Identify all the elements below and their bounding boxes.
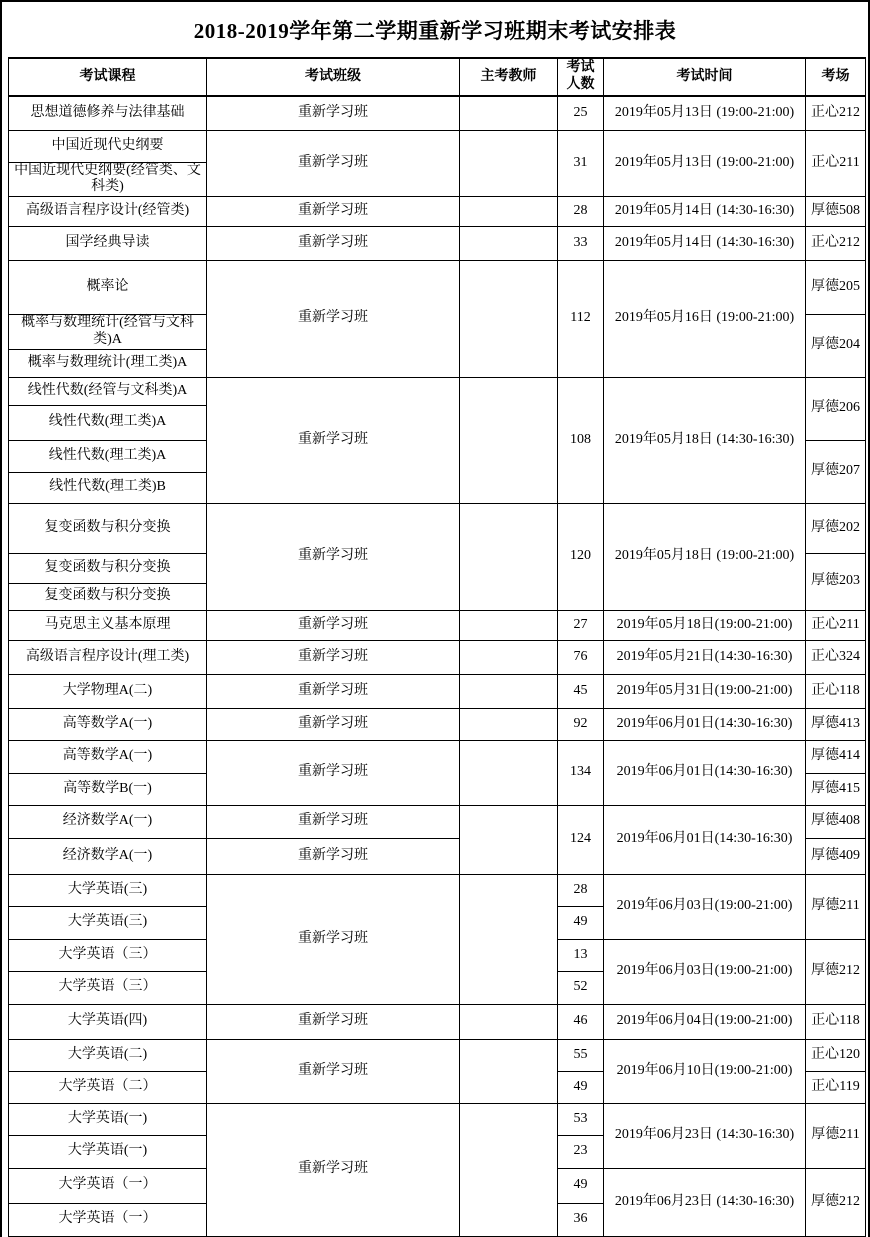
teacher-cell [460,640,558,674]
room-cell: 厚德211 [806,1103,866,1168]
count-cell: 28 [558,874,604,906]
class-cell: 重新学习班 [207,377,460,503]
room-cell: 厚德212 [806,1168,866,1236]
course-cell: 大学英语(三) [9,906,207,939]
table-row [9,740,866,773]
course-cell: 大学英语（三） [9,971,207,1004]
count-cell: 92 [558,708,604,740]
count-cell: 23 [558,1135,604,1168]
room-cell: 正心212 [806,227,866,261]
time-cell: 2019年05月14日 (14:30-16:30) [604,197,806,227]
teacher-cell [460,96,558,130]
count-cell: 52 [558,971,604,1004]
course-cell: 线性代数(理工类)B [9,472,207,503]
room-cell: 正心212 [806,96,866,130]
time-cell: 2019年05月14日 (14:30-16:30) [604,227,806,261]
count-cell: 36 [558,1203,604,1236]
class-cell: 重新学习班 [207,1004,460,1039]
table-row [9,640,866,674]
time-cell: 2019年05月16日 (19:00-21:00) [604,261,806,378]
count-cell: 45 [558,674,604,708]
room-cell: 厚德212 [806,939,866,1004]
room-cell: 厚德408 [806,805,866,838]
class-cell: 重新学习班 [207,130,460,197]
time-cell: 2019年06月04日(19:00-21:00) [604,1004,806,1039]
header-count: 考试人数 [558,58,604,96]
course-cell: 大学英语（一） [9,1168,207,1203]
teacher-cell [460,503,558,610]
header-time: 考试时间 [604,58,806,96]
room-cell: 厚德204 [806,315,866,378]
count-cell: 108 [558,377,604,503]
count-cell: 112 [558,261,604,378]
table-row [9,130,866,162]
class-cell: 重新学习班 [207,227,460,261]
room-cell: 厚德205 [806,261,866,315]
room-cell: 正心118 [806,674,866,708]
time-cell: 2019年06月01日(14:30-16:30) [604,708,806,740]
teacher-cell [460,1004,558,1039]
course-cell: 马克思主义基本原理 [9,610,207,640]
course-cell: 思想道德修养与法律基础 [9,96,207,130]
course-cell: 复变函数与积分变换 [9,503,207,553]
class-cell: 重新学习班 [207,805,460,838]
table-row [9,503,866,553]
course-cell: 大学英语(四) [9,1004,207,1039]
teacher-cell [460,740,558,805]
course-cell: 高等数学B(一) [9,773,207,805]
course-cell: 概率论 [9,261,207,315]
time-cell: 2019年06月03日(19:00-21:00) [604,939,806,1004]
course-cell: 大学物理A(二) [9,674,207,708]
course-cell: 线性代数(理工类)A [9,440,207,472]
time-cell: 2019年06月10日(19:00-21:00) [604,1039,806,1103]
room-cell: 厚德207 [806,440,866,503]
room-cell: 正心120 [806,1039,866,1071]
time-cell: 2019年05月31日(19:00-21:00) [604,674,806,708]
room-cell: 正心119 [806,1071,866,1103]
time-cell: 2019年06月23日 (14:30-16:30) [604,1168,806,1236]
count-cell: 124 [558,805,604,874]
teacher-cell [460,1039,558,1103]
count-cell: 49 [558,1168,604,1203]
room-cell: 厚德415 [806,773,866,805]
teacher-cell [460,674,558,708]
room-cell: 厚德203 [806,553,866,610]
table-row [9,805,866,838]
class-cell: 重新学习班 [207,1039,460,1103]
course-cell: 概率与数理统计(理工类)A [9,349,207,377]
class-cell: 重新学习班 [207,838,460,874]
table-row [9,708,866,740]
count-cell: 49 [558,1071,604,1103]
class-cell: 重新学习班 [207,708,460,740]
table-row [9,197,866,227]
course-cell: 中国近现代史纲要(经管类、文科类) [9,162,207,197]
class-cell: 重新学习班 [207,503,460,610]
header-row [9,58,866,96]
course-cell: 高级语言程序设计(经管类) [9,197,207,227]
table-row [9,1039,866,1071]
schedule-table [8,57,866,1237]
teacher-cell [460,197,558,227]
count-cell: 55 [558,1039,604,1071]
course-cell: 大学英语(一) [9,1103,207,1135]
course-cell: 高等数学A(一) [9,708,207,740]
course-cell: 大学英语（三） [9,939,207,971]
class-cell: 重新学习班 [207,261,460,378]
time-cell: 2019年06月03日(19:00-21:00) [604,874,806,939]
course-cell: 高级语言程序设计(理工类) [9,640,207,674]
table-row [9,377,866,405]
teacher-cell [460,610,558,640]
time-cell: 2019年06月23日 (14:30-16:30) [604,1103,806,1168]
room-cell: 厚德414 [806,740,866,773]
course-cell: 大学英语（一） [9,1203,207,1236]
course-cell: 大学英语(三) [9,874,207,906]
course-cell: 大学英语(二) [9,1039,207,1071]
course-cell: 复变函数与积分变换 [9,553,207,583]
count-cell: 28 [558,197,604,227]
page-title: 2018-2019学年第二学期重新学习班期末考试安排表 [193,18,677,43]
class-cell: 重新学习班 [207,1103,460,1236]
class-cell: 重新学习班 [207,740,460,805]
header-teacher: 主考教师 [460,58,558,96]
time-cell: 2019年05月13日 (19:00-21:00) [604,96,806,130]
count-cell: 49 [558,906,604,939]
count-cell: 33 [558,227,604,261]
count-cell: 25 [558,96,604,130]
teacher-cell [460,130,558,197]
count-cell: 13 [558,939,604,971]
course-cell: 线性代数(理工类)A [9,405,207,440]
room-cell: 厚德409 [806,838,866,874]
course-cell: 线性代数(经管与文科类)A [9,377,207,405]
time-cell: 2019年05月18日 (14:30-16:30) [604,377,806,503]
teacher-cell [460,874,558,1004]
class-cell: 重新学习班 [207,874,460,1004]
table-row [9,96,866,130]
time-cell: 2019年05月13日 (19:00-21:00) [604,130,806,197]
count-cell: 120 [558,503,604,610]
course-cell: 中国近现代史纲要 [9,130,207,162]
count-cell: 46 [558,1004,604,1039]
table-row [9,1103,866,1135]
count-cell: 31 [558,130,604,197]
table-row [9,674,866,708]
time-cell: 2019年05月18日(19:00-21:00) [604,610,806,640]
class-cell: 重新学习班 [207,610,460,640]
table-row [9,227,866,261]
header-course: 考试课程 [9,58,207,96]
room-cell: 厚德202 [806,503,866,553]
room-cell: 厚德508 [806,197,866,227]
teacher-cell [460,708,558,740]
room-cell: 正心324 [806,640,866,674]
class-cell: 重新学习班 [207,674,460,708]
time-cell: 2019年06月01日(14:30-16:30) [604,805,806,874]
course-cell: 高等数学A(一) [9,740,207,773]
course-cell: 经济数学A(一) [9,838,207,874]
teacher-cell [460,805,558,874]
room-cell: 正心118 [806,1004,866,1039]
count-cell: 27 [558,610,604,640]
room-cell: 厚德206 [806,377,866,440]
class-cell: 重新学习班 [207,96,460,130]
teacher-cell [460,377,558,503]
course-cell: 大学英语（二） [9,1071,207,1103]
room-cell: 正心211 [806,610,866,640]
course-cell: 复变函数与积分变换 [9,583,207,610]
teacher-cell [460,227,558,261]
table-row [9,610,866,640]
course-cell: 概率与数理统计(经管与文科类)A [9,315,207,350]
course-cell: 经济数学A(一) [9,805,207,838]
teacher-cell [460,261,558,378]
class-cell: 重新学习班 [207,197,460,227]
room-cell: 厚德211 [806,874,866,939]
course-cell: 国学经典导读 [9,227,207,261]
course-cell: 大学英语(一) [9,1135,207,1168]
room-cell: 正心211 [806,130,866,197]
table-row [9,874,866,906]
time-cell: 2019年05月18日 (19:00-21:00) [604,503,806,610]
room-cell: 厚德413 [806,708,866,740]
header-room: 考场 [806,58,866,96]
count-cell: 134 [558,740,604,805]
count-cell: 76 [558,640,604,674]
table-row [9,261,866,315]
time-cell: 2019年06月01日(14:30-16:30) [604,740,806,805]
teacher-cell [460,1103,558,1236]
class-cell: 重新学习班 [207,640,460,674]
table-row [9,1004,866,1039]
time-cell: 2019年05月21日(14:30-16:30) [604,640,806,674]
count-cell: 53 [558,1103,604,1135]
header-class: 考试班级 [207,58,460,96]
